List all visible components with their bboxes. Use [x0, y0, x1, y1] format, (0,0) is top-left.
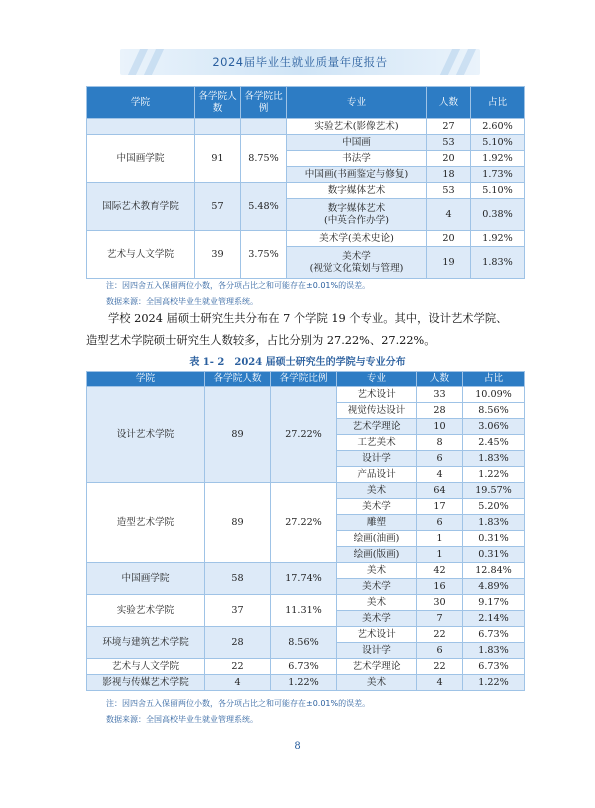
table-row: [87, 231, 525, 247]
major: 美术学: [337, 579, 417, 595]
major: 美术学 (视觉文化策划与管理): [287, 247, 427, 279]
table-row: [87, 119, 525, 135]
ratio: 1.83%: [463, 643, 525, 659]
ratio: 6.73%: [463, 627, 525, 643]
ratio: 19.57%: [463, 483, 525, 499]
col-college-count: 各学院人数: [195, 87, 241, 119]
col-college: 学院: [87, 87, 195, 119]
ratio: 1.22%: [463, 467, 525, 483]
report-title: 2024届毕业生就业质量年度报告: [212, 55, 388, 69]
count: 16: [417, 579, 463, 595]
major: 艺术设计: [337, 627, 417, 643]
count: 28: [417, 403, 463, 419]
col-ratio: 占比: [463, 372, 525, 387]
ratio: 5.10%: [471, 135, 525, 151]
ratio: 1.83%: [463, 515, 525, 531]
major: 设计学: [337, 451, 417, 467]
major: 美术: [337, 483, 417, 499]
count: 17: [417, 499, 463, 515]
major: 美术: [337, 595, 417, 611]
col-ratio: 占比: [471, 87, 525, 119]
count: 42: [417, 563, 463, 579]
college-ratio: 8.56%: [271, 627, 337, 659]
major: 艺术学理论: [337, 659, 417, 675]
college-count: 57: [195, 183, 241, 231]
count: 20: [427, 231, 471, 247]
ratio: 2.14%: [463, 611, 525, 627]
college: 国际艺术教育学院: [87, 183, 195, 231]
table-row: [87, 483, 525, 499]
ratio: 8.56%: [463, 403, 525, 419]
count: 7: [417, 611, 463, 627]
count: 19: [427, 247, 471, 279]
college-ratio: 27.22%: [271, 483, 337, 563]
major: 美术学(美术史论): [287, 231, 427, 247]
col-major: 专业: [287, 87, 427, 119]
count: 53: [427, 135, 471, 151]
count: 22: [417, 627, 463, 643]
major: 美术: [337, 675, 417, 691]
col-major: 专业: [337, 372, 417, 387]
count: 22: [417, 659, 463, 675]
major: 中国画: [287, 135, 427, 151]
table-row: [87, 387, 525, 403]
count: 10: [417, 419, 463, 435]
paragraph-line-1: 学校 2024 届硕士研究生共分布在 7 个学院 19 个专业。其中，设计艺术学院、: [108, 312, 508, 325]
college: 环境与建筑艺术学院: [87, 627, 205, 659]
college: 影视与传媒艺术学院: [87, 675, 205, 691]
table-row: [87, 183, 525, 199]
data-source: 数据来源：全国高校毕业生就业管理系统。: [106, 297, 258, 306]
college: 造型艺术学院: [87, 483, 205, 563]
college-count: 58: [205, 563, 271, 595]
college: 设计艺术学院: [87, 387, 205, 483]
ratio: 6.73%: [463, 659, 525, 675]
table-row: [87, 563, 525, 579]
college: 中国画学院: [87, 563, 205, 595]
ratio: 0.31%: [463, 531, 525, 547]
major: 绘画(油画): [337, 531, 417, 547]
count: 6: [417, 515, 463, 531]
ratio: 10.09%: [463, 387, 525, 403]
count: 20: [427, 151, 471, 167]
major: 美术: [337, 563, 417, 579]
paragraph-line-2: 造型艺术学院硕士研究生人数较多，占比分别为 27.22%、27.22%。: [86, 334, 436, 347]
major: 艺术学理论: [337, 419, 417, 435]
major: 美术学: [337, 499, 417, 515]
table-caption: 表 1- 2 2024 届硕士研究生的学院与专业分布: [189, 357, 406, 368]
college-ratio: 8.75%: [241, 135, 287, 183]
table-row: [87, 595, 525, 611]
college-count: 89: [205, 387, 271, 483]
major: 产品设计: [337, 467, 417, 483]
college-ratio: 3.75%: [241, 231, 287, 279]
college: 实验艺术学院: [87, 595, 205, 627]
count: 6: [417, 643, 463, 659]
page-number: 8: [294, 741, 301, 752]
ratio: 0.31%: [463, 547, 525, 563]
ratio: 12.84%: [463, 563, 525, 579]
count: 8: [417, 435, 463, 451]
ratio: 5.20%: [463, 499, 525, 515]
major: 中国画(书画鉴定与修复): [287, 167, 427, 183]
col-count: 人数: [417, 372, 463, 387]
college-count: 39: [195, 231, 241, 279]
ratio: 5.10%: [471, 183, 525, 199]
major: 视觉传达设计: [337, 403, 417, 419]
header-banner: [120, 49, 480, 75]
ratio: 1.92%: [471, 231, 525, 247]
college-count: 37: [205, 595, 271, 627]
count: 6: [417, 451, 463, 467]
count: 18: [427, 167, 471, 183]
count: 1: [417, 531, 463, 547]
college: 艺术与人文学院: [87, 659, 205, 675]
col-college-ratio: 各学院比例: [241, 87, 287, 119]
table-row: [87, 135, 525, 151]
college-ratio: 1.22%: [271, 675, 337, 691]
ratio: 4.89%: [463, 579, 525, 595]
college: 中国画学院: [87, 135, 195, 183]
major: 设计学: [337, 643, 417, 659]
major: 书法学: [287, 151, 427, 167]
count: 1: [417, 547, 463, 563]
major: 实验艺术(影像艺术): [287, 119, 427, 135]
count: 4: [427, 199, 471, 231]
major: 工艺美术: [337, 435, 417, 451]
major: 雕塑: [337, 515, 417, 531]
table-header-row: [87, 87, 525, 119]
col-college-ratio: 各学院比例: [271, 372, 337, 387]
college-count: 4: [205, 675, 271, 691]
count: 4: [417, 675, 463, 691]
data-source: 数据来源：全国高校毕业生就业管理系统。: [106, 715, 258, 724]
college: 艺术与人文学院: [87, 231, 195, 279]
count: 33: [417, 387, 463, 403]
count: 53: [427, 183, 471, 199]
table-master-majors: [86, 371, 525, 691]
college-ratio: 27.22%: [271, 387, 337, 483]
ratio: 1.73%: [471, 167, 525, 183]
count: 64: [417, 483, 463, 499]
college-ratio: 6.73%: [271, 659, 337, 675]
major: 绘画(版画): [337, 547, 417, 563]
ratio: 1.92%: [471, 151, 525, 167]
col-college: 学院: [87, 372, 205, 387]
major: 数字媒体艺术 (中英合作办学): [287, 199, 427, 231]
col-college-count: 各学院人数: [205, 372, 271, 387]
college-ratio: 5.48%: [241, 183, 287, 231]
ratio: 2.45%: [463, 435, 525, 451]
major: 艺术设计: [337, 387, 417, 403]
count: 30: [417, 595, 463, 611]
table-row: [87, 627, 525, 643]
table-header-row: [87, 372, 525, 387]
table-row: [87, 675, 525, 691]
ratio: 1.83%: [463, 451, 525, 467]
major: 美术学: [337, 611, 417, 627]
ratio: 1.83%: [471, 247, 525, 279]
ratio: 1.22%: [463, 675, 525, 691]
ratio: 9.17%: [463, 595, 525, 611]
col-count: 人数: [427, 87, 471, 119]
ratio: 0.38%: [471, 199, 525, 231]
table-row: [87, 659, 525, 675]
table-note: 注：因四舍五入保留两位小数，各分项占比之和可能存在±0.01%的误差。: [106, 281, 371, 290]
count: 27: [427, 119, 471, 135]
table-undergrad-majors: [86, 86, 525, 279]
ratio: 2.60%: [471, 119, 525, 135]
college-count: 22: [205, 659, 271, 675]
college-count: 89: [205, 483, 271, 563]
college-count: 91: [195, 135, 241, 183]
count: 4: [417, 467, 463, 483]
college-ratio: 17.74%: [271, 563, 337, 595]
college-count: 28: [205, 627, 271, 659]
major: 数字媒体艺术: [287, 183, 427, 199]
ratio: 3.06%: [463, 419, 525, 435]
college-ratio: 11.31%: [271, 595, 337, 627]
table-note: 注：因四舍五入保留两位小数，各分项占比之和可能存在±0.01%的误差。: [106, 699, 371, 708]
